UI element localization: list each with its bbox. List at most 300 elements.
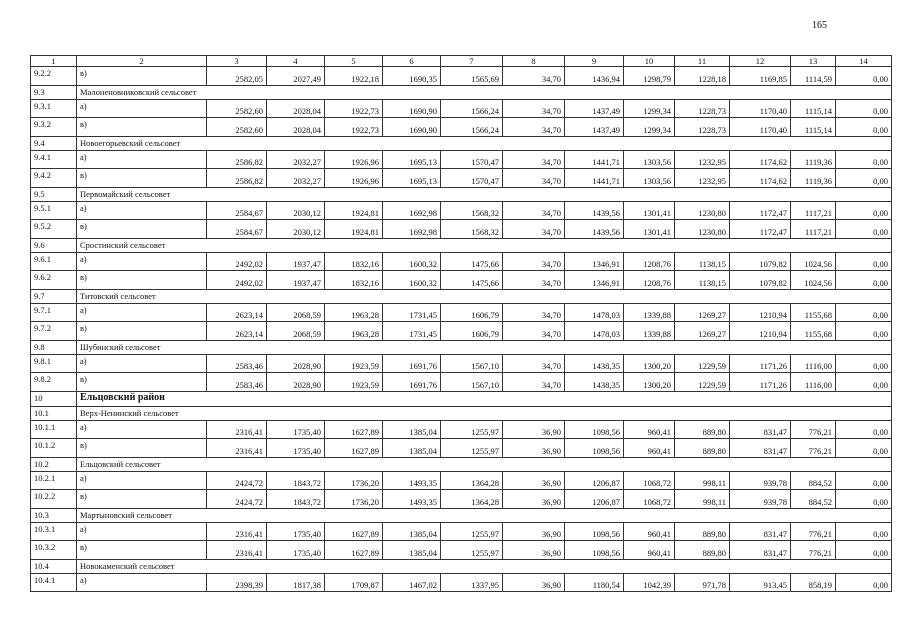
value-cell: 1079,82 [730,271,791,290]
value-cell: 1567,10 [441,354,503,373]
value-cell: 36,90 [503,471,565,490]
row-code: 9.7 [31,289,77,303]
value-cell: 2028,90 [267,354,325,373]
value-cell: 1269,27 [675,322,730,341]
value-cell: 1385,04 [383,522,441,541]
value-cell: 1180,54 [565,573,624,592]
value-cell: 1172,47 [730,201,791,220]
value-cell: 0,00 [836,522,892,541]
value-cell: 1079,82 [730,252,791,271]
value-cell: 34,70 [503,322,565,341]
row-label: в) [77,220,207,239]
value-cell: 1570,47 [441,169,503,188]
value-cell: 1170,40 [730,118,791,137]
value-cell: 1255,97 [441,439,503,458]
value-cell: 1116,00 [791,354,836,373]
value-cell: 1735,40 [267,439,325,458]
row-label: в) [77,118,207,137]
section-row [31,238,892,252]
value-cell: 1230,80 [675,220,730,239]
value-cell: 1300,20 [624,373,675,392]
value-cell: 2623,14 [207,322,267,341]
value-cell: 960,41 [624,541,675,560]
row-code: 10.1 [31,406,77,420]
table-row [31,490,892,509]
value-cell: 1098,56 [565,522,624,541]
value-cell: 2583,46 [207,373,267,392]
row-code: 10.3 [31,508,77,522]
value-cell: 1924,81 [325,201,383,220]
value-cell: 939,78 [730,490,791,509]
row-label: а) [77,573,207,592]
value-cell: 776,21 [791,420,836,439]
value-cell: 1172,47 [730,220,791,239]
section-row [31,289,892,303]
value-cell: 0,00 [836,220,892,239]
value-cell: 36,90 [503,573,565,592]
tariff-table [30,55,892,592]
value-cell: 1922,18 [325,67,383,86]
value-cell: 2398,39 [207,573,267,592]
value-cell: 34,70 [503,373,565,392]
header-cell: 3 [207,56,267,67]
value-cell: 34,70 [503,99,565,118]
value-cell: 1963,28 [325,322,383,341]
value-cell: 36,90 [503,541,565,560]
row-label: в) [77,67,207,86]
table-row [31,373,892,392]
value-cell: 1098,56 [565,439,624,458]
row-code: 10.1.1 [31,420,77,439]
value-cell: 1042,39 [624,573,675,592]
value-cell: 1692,98 [383,201,441,220]
value-cell: 1230,80 [675,201,730,220]
value-cell: 1924,81 [325,220,383,239]
row-label: а) [77,471,207,490]
value-cell: 1467,02 [383,573,441,592]
row-code: 10.3.2 [31,541,77,560]
table-row [31,271,892,290]
table-row [31,220,892,239]
value-cell: 34,70 [503,150,565,169]
value-cell: 1690,90 [383,99,441,118]
value-cell: 998,11 [675,490,730,509]
value-cell: 1232,95 [675,150,730,169]
value-cell: 34,70 [503,303,565,322]
value-cell: 1208,76 [624,271,675,290]
value-cell: 1735,40 [267,522,325,541]
section-name: Малоненовниковский сельсовет [77,85,892,99]
row-label: в) [77,271,207,290]
value-cell: 0,00 [836,169,892,188]
header-cell: 4 [267,56,325,67]
value-cell: 36,90 [503,522,565,541]
row-code: 9.6.1 [31,252,77,271]
table-row [31,573,892,592]
row-label: а) [77,354,207,373]
value-cell: 1301,41 [624,201,675,220]
value-cell: 1174,62 [730,169,791,188]
value-cell: 1208,76 [624,252,675,271]
value-cell: 1736,20 [325,471,383,490]
value-cell: 1119,36 [791,150,836,169]
value-cell: 1566,24 [441,99,503,118]
row-label: а) [77,201,207,220]
row-code: 9.3.2 [31,118,77,137]
value-cell: 2316,41 [207,522,267,541]
header-row [31,56,892,67]
value-cell: 1228,73 [675,99,730,118]
value-cell: 1695,13 [383,169,441,188]
section-name: Шубинский сельсовет [77,340,892,354]
value-cell: 1115,14 [791,118,836,137]
value-cell: 2316,41 [207,541,267,560]
value-cell: 0,00 [836,201,892,220]
value-cell: 1441,71 [565,150,624,169]
value-cell: 0,00 [836,271,892,290]
value-cell: 1171,26 [730,373,791,392]
value-cell: 2424,72 [207,471,267,490]
value-cell: 1570,47 [441,150,503,169]
section-name: Новоегорьевский сельсовет [77,136,892,150]
row-code: 9.7.2 [31,322,77,341]
value-cell: 34,70 [503,354,565,373]
value-cell: 971,78 [675,573,730,592]
value-cell: 2584,67 [207,220,267,239]
value-cell: 1385,04 [383,439,441,458]
value-cell: 1690,35 [383,67,441,86]
row-label: а) [77,150,207,169]
value-cell: 1098,56 [565,420,624,439]
value-cell: 34,70 [503,201,565,220]
value-cell: 1922,73 [325,99,383,118]
row-code: 10.4 [31,559,77,573]
value-cell: 36,90 [503,420,565,439]
section-row [31,457,892,471]
row-code: 10.4.1 [31,573,77,592]
value-cell: 1024,56 [791,252,836,271]
table-row [31,169,892,188]
value-cell: 1364,28 [441,471,503,490]
value-cell: 2028,90 [267,373,325,392]
value-cell: 1337,95 [441,573,503,592]
table-row [31,99,892,118]
row-code: 9.8 [31,340,77,354]
value-cell: 1210,94 [730,303,791,322]
value-cell: 1843,72 [267,471,325,490]
row-label: в) [77,373,207,392]
value-cell: 34,70 [503,67,565,86]
value-cell: 960,41 [624,439,675,458]
value-cell: 1155,68 [791,303,836,322]
value-cell: 2623,14 [207,303,267,322]
value-cell: 1436,94 [565,67,624,86]
value-cell: 2582,60 [207,99,267,118]
table-row [31,522,892,541]
value-cell: 831,47 [730,420,791,439]
row-code: 9.8.2 [31,373,77,392]
value-cell: 2316,41 [207,439,267,458]
value-cell: 889,80 [675,541,730,560]
value-cell: 1255,97 [441,420,503,439]
value-cell: 1736,20 [325,490,383,509]
value-cell: 0,00 [836,354,892,373]
row-label: а) [77,252,207,271]
value-cell: 1115,14 [791,99,836,118]
value-cell: 1475,66 [441,252,503,271]
district-row [31,391,892,406]
row-code: 9.6 [31,238,77,252]
value-cell: 1690,90 [383,118,441,137]
value-cell: 0,00 [836,252,892,271]
section-row [31,406,892,420]
value-cell: 884,52 [791,490,836,509]
value-cell: 1926,96 [325,169,383,188]
value-cell: 831,47 [730,541,791,560]
value-cell: 1299,34 [624,118,675,137]
row-label: а) [77,522,207,541]
value-cell: 2584,67 [207,201,267,220]
table-row [31,471,892,490]
section-name: Титовский сельсовет [77,289,892,303]
header-cell: 6 [383,56,441,67]
header-cell: 10 [624,56,675,67]
section-row [31,559,892,573]
value-cell: 889,80 [675,420,730,439]
value-cell: 1963,28 [325,303,383,322]
value-cell: 960,41 [624,420,675,439]
value-cell: 1170,40 [730,99,791,118]
value-cell: 1627,89 [325,420,383,439]
value-cell: 1439,56 [565,201,624,220]
value-cell: 1600,32 [383,271,441,290]
value-cell: 0,00 [836,303,892,322]
value-cell: 1364,28 [441,490,503,509]
header-cell: 12 [730,56,791,67]
value-cell: 2032,27 [267,150,325,169]
value-cell: 0,00 [836,150,892,169]
table-row [31,303,892,322]
value-cell: 776,21 [791,541,836,560]
value-cell: 1206,87 [565,471,624,490]
value-cell: 1171,26 [730,354,791,373]
value-cell: 776,21 [791,439,836,458]
value-cell: 1568,32 [441,220,503,239]
value-cell: 1691,76 [383,354,441,373]
value-cell: 2068,59 [267,322,325,341]
header-cell: 9 [565,56,624,67]
value-cell: 2028,04 [267,118,325,137]
value-cell: 1731,45 [383,322,441,341]
value-cell: 889,80 [675,522,730,541]
value-cell: 1229,59 [675,373,730,392]
row-code: 9.6.2 [31,271,77,290]
row-code: 9.5.1 [31,201,77,220]
value-cell: 1832,16 [325,252,383,271]
row-code: 9.3.1 [31,99,77,118]
value-cell: 1346,91 [565,252,624,271]
value-cell: 36,90 [503,439,565,458]
value-cell: 0,00 [836,373,892,392]
row-label: в) [77,169,207,188]
value-cell: 1817,38 [267,573,325,592]
row-code: 10.3.1 [31,522,77,541]
section-row [31,85,892,99]
value-cell: 2028,04 [267,99,325,118]
value-cell: 939,78 [730,471,791,490]
value-cell: 1114,59 [791,67,836,86]
row-label: а) [77,420,207,439]
section-name: Мартыновский сельсовет [77,508,892,522]
value-cell: 1229,59 [675,354,730,373]
header-cell: 5 [325,56,383,67]
table-body [31,56,892,592]
value-cell: 2583,46 [207,354,267,373]
value-cell: 1438,35 [565,373,624,392]
value-cell: 1300,20 [624,354,675,373]
value-cell: 1138,15 [675,271,730,290]
value-cell: 1627,89 [325,439,383,458]
value-cell: 1691,76 [383,373,441,392]
value-cell: 1926,96 [325,150,383,169]
value-cell: 1437,49 [565,99,624,118]
value-cell: 1731,45 [383,303,441,322]
table-row [31,354,892,373]
value-cell: 1692,98 [383,220,441,239]
value-cell: 1301,41 [624,220,675,239]
value-cell: 1832,16 [325,271,383,290]
value-cell: 1098,56 [565,541,624,560]
value-cell: 1937,47 [267,271,325,290]
row-code: 9.7.1 [31,303,77,322]
value-cell: 1922,73 [325,118,383,137]
value-cell: 34,70 [503,271,565,290]
section-name: Верх-Ненинский сельсовет [77,406,892,420]
table-row [31,201,892,220]
value-cell: 831,47 [730,522,791,541]
section-name: Ельцовский сельсовет [77,457,892,471]
row-label: в) [77,490,207,509]
header-cell: 11 [675,56,730,67]
header-cell: 13 [791,56,836,67]
section-name: Первомайский сельсовет [77,187,892,201]
row-code: 9.5 [31,187,77,201]
table-row [31,420,892,439]
value-cell: 1437,49 [565,118,624,137]
row-code: 9.5.2 [31,220,77,239]
value-cell: 831,47 [730,439,791,458]
value-cell: 1228,18 [675,67,730,86]
value-cell: 1116,00 [791,373,836,392]
value-cell: 36,90 [503,490,565,509]
value-cell: 998,11 [675,471,730,490]
value-cell: 1119,36 [791,169,836,188]
value-cell: 1385,04 [383,420,441,439]
value-cell: 1493,35 [383,490,441,509]
table-row [31,322,892,341]
value-cell: 0,00 [836,490,892,509]
table-row [31,118,892,137]
header-cell: 14 [836,56,892,67]
row-label: в) [77,439,207,458]
value-cell: 2032,27 [267,169,325,188]
value-cell: 1843,72 [267,490,325,509]
value-cell: 1923,59 [325,373,383,392]
value-cell: 2068,59 [267,303,325,322]
value-cell: 1439,56 [565,220,624,239]
value-cell: 1475,66 [441,271,503,290]
value-cell: 1174,62 [730,150,791,169]
value-cell: 884,52 [791,471,836,490]
header-cell: 7 [441,56,503,67]
table-row [31,252,892,271]
value-cell: 1255,97 [441,522,503,541]
value-cell: 0,00 [836,67,892,86]
district-name: Ельцовский район [77,391,892,406]
row-code: 9.4.1 [31,150,77,169]
value-cell: 1298,79 [624,67,675,86]
value-cell: 1228,73 [675,118,730,137]
row-code: 9.4 [31,136,77,150]
value-cell: 0,00 [836,118,892,137]
value-cell: 2582,05 [207,67,267,86]
value-cell: 1303,56 [624,169,675,188]
row-code: 10.1.2 [31,439,77,458]
value-cell: 0,00 [836,420,892,439]
value-cell: 2424,72 [207,490,267,509]
table-row [31,541,892,560]
value-cell: 913,45 [730,573,791,592]
value-cell: 1024,56 [791,271,836,290]
row-code: 10.2 [31,457,77,471]
section-row [31,340,892,354]
value-cell: 34,70 [503,220,565,239]
value-cell: 858,19 [791,573,836,592]
value-cell: 1068,72 [624,471,675,490]
header-cell: 1 [31,56,77,67]
header-cell: 8 [503,56,565,67]
value-cell: 1627,89 [325,541,383,560]
value-cell: 1303,56 [624,150,675,169]
value-cell: 1923,59 [325,354,383,373]
table-row [31,439,892,458]
row-code: 9.3 [31,85,77,99]
value-cell: 1138,15 [675,252,730,271]
value-cell: 2316,41 [207,420,267,439]
value-cell: 1735,40 [267,541,325,560]
value-cell: 1566,24 [441,118,503,137]
value-cell: 889,80 [675,439,730,458]
value-cell: 1493,35 [383,471,441,490]
row-code: 10.2.2 [31,490,77,509]
value-cell: 1232,95 [675,169,730,188]
value-cell: 1438,35 [565,354,624,373]
section-row [31,187,892,201]
table-row [31,67,892,86]
value-cell: 1709,87 [325,573,383,592]
value-cell: 0,00 [836,99,892,118]
row-label: а) [77,303,207,322]
value-cell: 0,00 [836,439,892,458]
row-label: в) [77,322,207,341]
value-cell: 1169,85 [730,67,791,86]
header-cell: 2 [77,56,207,67]
value-cell: 2586,82 [207,169,267,188]
value-cell: 1339,88 [624,322,675,341]
value-cell: 1478,03 [565,303,624,322]
value-cell: 1339,88 [624,303,675,322]
value-cell: 1567,10 [441,373,503,392]
